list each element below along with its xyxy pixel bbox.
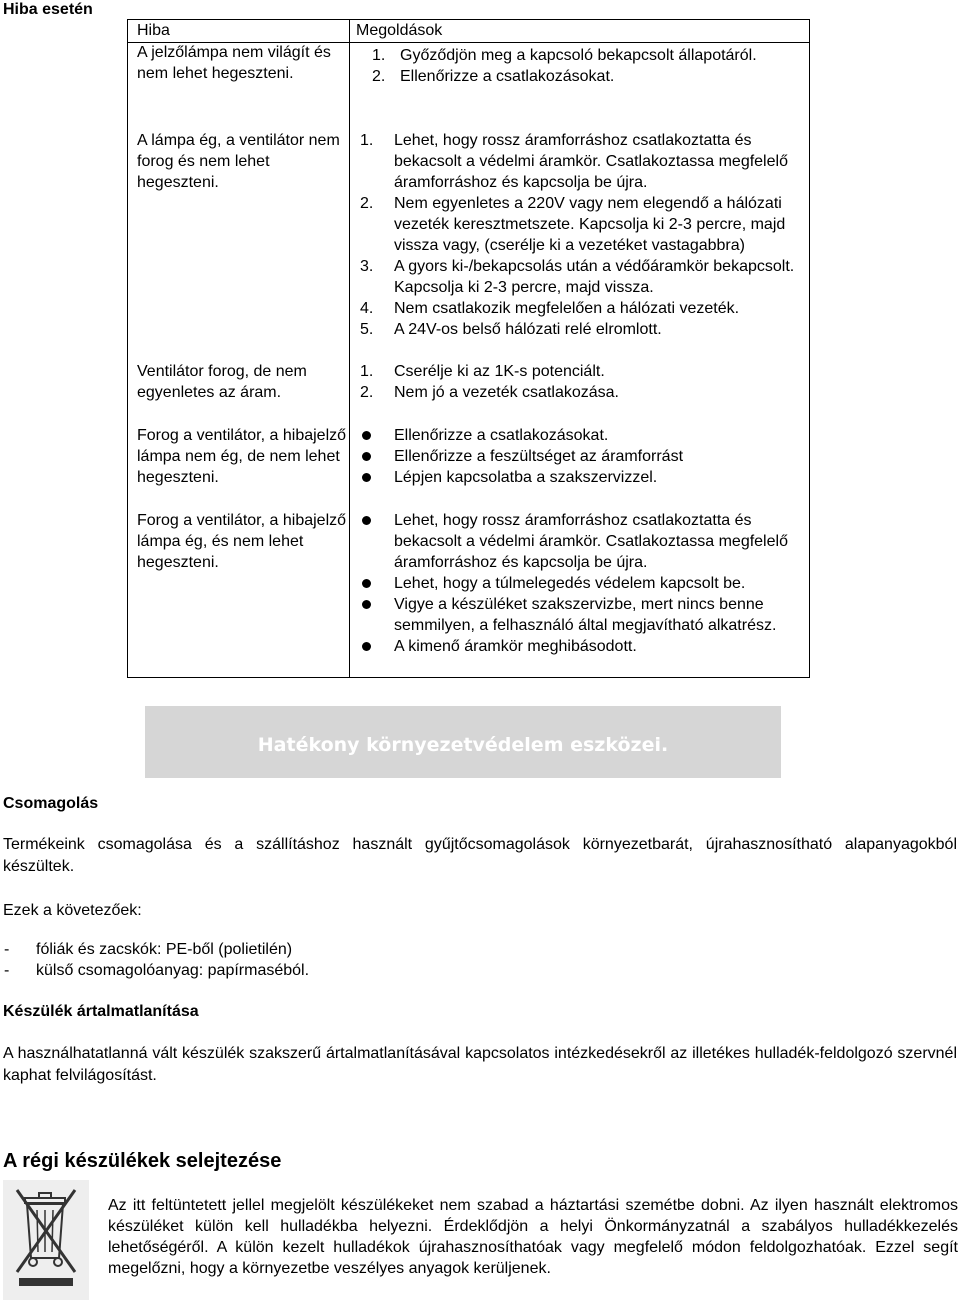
list-item: - fóliák és zacskók: PE-ből (polietilén) bbox=[4, 941, 293, 958]
table-row-solutions bbox=[360, 425, 808, 488]
list-item: 3. A gyors ki-/bekapcsolás után a védőáramkör bekapcsolt. Kapcsolja ki 2-3 percre, majd vissza. bbox=[360, 258, 795, 296]
table-row-solutions bbox=[360, 510, 808, 657]
disposal-paragraph: A használhatatlanná vált készülék szakszerű ártalmatlanításával kapcsolatos intézkedésekről az illetékes hulladék-feldolgozó szervnél kaphat felvilágosítást. bbox=[3, 1045, 957, 1084]
table-row-solutions bbox=[360, 361, 808, 403]
list-item: 2. Nem egyenletes a 220V vagy nem elegendő a hálózati vezeték keresztmetszete. Kapcsolja ki 2-3 percre, majd vissza vagy, (cserélje ki a vezetéket vastagabbra) bbox=[360, 195, 786, 254]
list-item: 1. Lehet, hogy rossz áramforráshoz csatlakoztatta és bekacsolt a védelmi áramkör. Csatlakoztassa megfelelő áramforráshoz és kapcsolja be újra. bbox=[360, 132, 788, 191]
table-row-cause: Ventilátor forog, de nem egyenletes az áram. bbox=[137, 363, 307, 401]
list-item: 2. Ellenőrizze a csatlakozásokat. bbox=[372, 68, 615, 85]
weee-bin-icon bbox=[3, 1180, 89, 1300]
table-row-cause: A jelzőlámpa nem világít és nem lehet hegeszteni. bbox=[137, 44, 331, 82]
heading-csomagolas: Csomagolás bbox=[3, 795, 99, 812]
bullet-icon bbox=[362, 431, 371, 440]
bullet-icon bbox=[362, 600, 371, 609]
list-item: 5. A 24V-os belső hálózati relé elromlott. bbox=[360, 321, 662, 338]
troubleshooting-table bbox=[127, 19, 810, 678]
list-item: 1. Győződjön meg a kapcsoló bekapcsolt állapotáról. bbox=[372, 47, 757, 64]
list-item: Ellenőrizze a csatlakozásokat. bbox=[360, 425, 808, 446]
packaging-intro: Ezek a követezőek: bbox=[3, 902, 142, 919]
table-row-cause: Forog a ventilátor, a hibajelző lámpa nem ég, de nem lehet hegeszteni. bbox=[137, 427, 347, 486]
table-header-solution: Megoldások bbox=[356, 22, 443, 39]
heading-keszulek: Készülék ártalmatlanítása bbox=[3, 1003, 199, 1020]
table-header-cause: Hiba bbox=[137, 22, 170, 39]
table-column-divider bbox=[349, 20, 350, 677]
heading-hiba-eseten: Hiba esetén bbox=[3, 1, 93, 18]
list-item: 1. Cserélje ki az 1K-s potenciált. bbox=[360, 363, 605, 380]
list-item: A kimenő áramkör meghibásodott. bbox=[360, 636, 808, 657]
list-item: Lehet, hogy a túlmelegedés védelem kapcsolt be. bbox=[360, 573, 808, 594]
bullet-icon bbox=[362, 642, 371, 651]
bullet-icon bbox=[362, 579, 371, 588]
table-row-solutions bbox=[360, 45, 808, 87]
weee-paragraph: Az itt feltüntetett jellel megjelölt készülékeket nem szabad a háztartási szemétbe dobni. Az ilyen használt elektromos készüléket külön kell hulladékba helyezni. Érdeklődjön a helyi Önkormányzatnál a szabályos hulladékkezelés lehetőségéről. A külön kezelt hulladékok újrahasznosíthatóak vagy megfelelő módon feldolgozhatóak. Ezzel segít megelőzni, hogy a környezetbe veszélyes anyagok kerüljenek. bbox=[108, 1197, 958, 1277]
table-row-cause: Forog a ventilátor, a hibajelző lámpa ég, és nem lehet hegeszteni. bbox=[137, 512, 347, 571]
list-item: Vigye a készüléket szakszervizbe, mert nincs benne semmilyen, a felhasználó által megjavítható alkatrész. bbox=[360, 594, 808, 636]
list-item: Ellenőrizze a feszültséget az áramforrást bbox=[360, 446, 808, 467]
environment-banner bbox=[145, 706, 781, 778]
list-item: Lehet, hogy rossz áramforráshoz csatlakoztatta és bekacsolt a védelmi áramkör. Csatlakoztassa megfelelő áramforráshoz és kapcsolja be újra. bbox=[360, 510, 808, 573]
packaging-paragraph: Termékeink csomagolása és a szállításhoz használt gyűjtőcsomagolások környezetbarát, újrahasznosítható alapanyagokból készültek. bbox=[3, 836, 957, 875]
bullet-icon bbox=[362, 473, 371, 482]
banner-title: Hatékony környezetvédelem eszközei. bbox=[257, 734, 669, 756]
bullet-icon bbox=[362, 452, 371, 461]
bullet-icon bbox=[362, 516, 371, 525]
list-item: 2. Nem jó a vezeték csatlakozása. bbox=[360, 384, 619, 401]
list-item: Lépjen kapcsolatba a szakszervizzel. bbox=[360, 467, 808, 488]
list-item: 4. Nem csatlakozik megfelelően a hálózati vezeték. bbox=[360, 300, 740, 317]
table-row-solutions bbox=[360, 130, 808, 340]
table-row-cause: A lámpa ég, a ventilátor nem forog és nem lehet hegeszteni. bbox=[137, 132, 340, 191]
list-item: - külső csomagolóanyag: papírmaséból. bbox=[4, 962, 310, 979]
heading-regi: A régi készülékek selejtezése bbox=[3, 1150, 282, 1172]
